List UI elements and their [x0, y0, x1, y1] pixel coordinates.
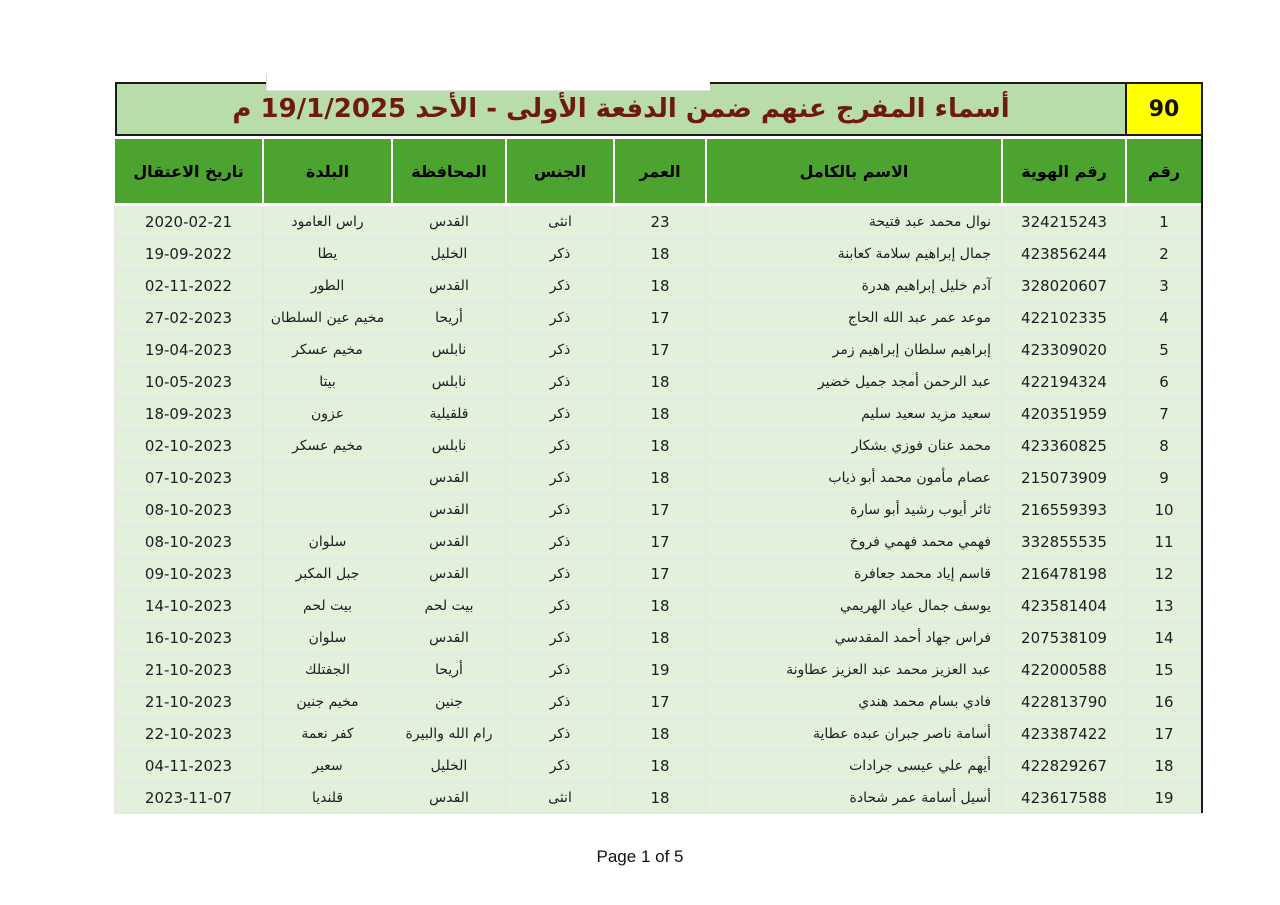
row-14-cell-name: فراس جهاد أحمد المقدسي: [707, 623, 1001, 653]
row-19-cell-name: أسيل أسامة عمر شحادة: [707, 783, 1001, 813]
row-18-cell-town: سعير: [264, 751, 391, 781]
row-14-cell-governorate: القدس: [393, 623, 505, 653]
row-15-cell-date: 21-10-2023: [115, 655, 262, 685]
row-10-cell-governorate: القدس: [393, 495, 505, 525]
row-12-cell-town: جبل المكبر: [264, 559, 391, 589]
row-5-cell-age: 17: [615, 335, 705, 365]
row-15-cell-num: 15: [1127, 655, 1201, 685]
row-11-cell-age: 17: [615, 527, 705, 557]
row-4-cell-name: موعد عمر عبد الله الحاج: [707, 303, 1001, 333]
row-11-cell-gender: ذكر: [507, 527, 613, 557]
row-11-cell-num: 11: [1127, 527, 1201, 557]
row-13-cell-id: 423581404: [1003, 591, 1125, 621]
row-2-cell-age: 18: [615, 239, 705, 269]
column-header-town: البلدة: [264, 139, 391, 203]
row-18-cell-date: 04-11-2023: [115, 751, 262, 781]
row-4-cell-id: 422102335: [1003, 303, 1125, 333]
row-4-cell-governorate: أريحا: [393, 303, 505, 333]
row-3-cell-date: 02-11-2022: [115, 271, 262, 301]
row-14-cell-date: 16-10-2023: [115, 623, 262, 653]
row-13-cell-town: بيت لحم: [264, 591, 391, 621]
row-10-cell-age: 17: [615, 495, 705, 525]
row-1-cell-date: 2020-02-21: [115, 207, 262, 237]
row-7-cell-town: عزون: [264, 399, 391, 429]
row-6-cell-town: بيتا: [264, 367, 391, 397]
white-notch-overlay: [266, 74, 710, 91]
row-12-cell-age: 17: [615, 559, 705, 589]
row-3-cell-num: 3: [1127, 271, 1201, 301]
row-16-cell-gender: ذكر: [507, 687, 613, 717]
row-12-cell-id: 216478198: [1003, 559, 1125, 589]
row-18-cell-id: 422829267: [1003, 751, 1125, 781]
row-18-cell-num: 18: [1127, 751, 1201, 781]
row-12-cell-gender: ذكر: [507, 559, 613, 589]
row-12-cell-governorate: القدس: [393, 559, 505, 589]
row-17-cell-town: كفر نعمة: [264, 719, 391, 749]
row-6-cell-gender: ذكر: [507, 367, 613, 397]
row-14-cell-gender: ذكر: [507, 623, 613, 653]
row-13-cell-gender: ذكر: [507, 591, 613, 621]
row-18-cell-age: 18: [615, 751, 705, 781]
row-10-cell-name: ثائر أيوب رشيد أبو سارة: [707, 495, 1001, 525]
column-header-governorate: المحافظة: [393, 139, 505, 203]
row-19-cell-town: قلنديا: [264, 783, 391, 813]
title-bar: [117, 84, 1125, 134]
row-15-cell-age: 19: [615, 655, 705, 685]
row-16-cell-num: 16: [1127, 687, 1201, 717]
row-8-cell-governorate: نابلس: [393, 431, 505, 461]
row-15-cell-gender: ذكر: [507, 655, 613, 685]
row-5-cell-name: إبراهيم سلطان إبراهيم زمر: [707, 335, 1001, 365]
row-13-cell-num: 13: [1127, 591, 1201, 621]
row-11-cell-id: 332855535: [1003, 527, 1125, 557]
row-12-cell-date: 09-10-2023: [115, 559, 262, 589]
row-11-cell-governorate: القدس: [393, 527, 505, 557]
column-header-date: تاريخ الاعتقال: [115, 139, 262, 203]
row-1-cell-governorate: القدس: [393, 207, 505, 237]
row-8-cell-name: محمد عنان فوزي بشكار: [707, 431, 1001, 461]
row-12-cell-name: قاسم إياد محمد جعافرة: [707, 559, 1001, 589]
column-header-name: الاسم بالكامل: [707, 139, 1001, 203]
row-8-cell-age: 18: [615, 431, 705, 461]
row-18-cell-governorate: الخليل: [393, 751, 505, 781]
row-16-cell-town: مخيم جنين: [264, 687, 391, 717]
row-2-cell-num: 2: [1127, 239, 1201, 269]
row-2-cell-town: يطا: [264, 239, 391, 269]
row-9-cell-id: 215073909: [1003, 463, 1125, 493]
row-6-cell-num: 6: [1127, 367, 1201, 397]
row-1-cell-id: 324215243: [1003, 207, 1125, 237]
row-14-cell-id: 207538109: [1003, 623, 1125, 653]
release-count-value: 90: [1148, 96, 1180, 122]
row-15-cell-name: عبد العزيز محمد عبد العزيز عطاونة: [707, 655, 1001, 685]
row-16-cell-name: فادي بسام محمد هندي: [707, 687, 1001, 717]
row-19-cell-age: 18: [615, 783, 705, 813]
row-3-cell-governorate: القدس: [393, 271, 505, 301]
row-10-cell-num: 10: [1127, 495, 1201, 525]
row-3-cell-town: الطور: [264, 271, 391, 301]
release-count-badge: [1125, 84, 1201, 134]
column-header-id: رقم الهوية: [1003, 139, 1125, 203]
row-10-cell-id: 216559393: [1003, 495, 1125, 525]
row-5-cell-date: 19-04-2023: [115, 335, 262, 365]
row-9-cell-governorate: القدس: [393, 463, 505, 493]
row-17-cell-gender: ذكر: [507, 719, 613, 749]
row-6-cell-id: 422194324: [1003, 367, 1125, 397]
row-15-cell-town: الجفتلك: [264, 655, 391, 685]
row-7-cell-gender: ذكر: [507, 399, 613, 429]
row-16-cell-governorate: جنين: [393, 687, 505, 717]
row-4-cell-num: 4: [1127, 303, 1201, 333]
row-8-cell-town: مخيم عسكر: [264, 431, 391, 461]
row-3-cell-id: 328020607: [1003, 271, 1125, 301]
row-18-cell-gender: ذكر: [507, 751, 613, 781]
row-2-cell-gender: ذكر: [507, 239, 613, 269]
row-4-cell-date: 27-02-2023: [115, 303, 262, 333]
row-14-cell-num: 14: [1127, 623, 1201, 653]
row-5-cell-num: 5: [1127, 335, 1201, 365]
row-2-cell-id: 423856244: [1003, 239, 1125, 269]
row-6-cell-age: 18: [615, 367, 705, 397]
row-3-cell-name: آدم خليل إبراهيم هدرة: [707, 271, 1001, 301]
row-18-cell-name: أيهم علي عيسى جرادات: [707, 751, 1001, 781]
table-header-row: [115, 139, 1201, 203]
row-1-cell-num: 1: [1127, 207, 1201, 237]
row-6-cell-date: 10-05-2023: [115, 367, 262, 397]
row-14-cell-age: 18: [615, 623, 705, 653]
row-17-cell-date: 22-10-2023: [115, 719, 262, 749]
row-19-cell-governorate: القدس: [393, 783, 505, 813]
row-1-cell-age: 23: [615, 207, 705, 237]
row-10-cell-date: 08-10-2023: [115, 495, 262, 525]
row-17-cell-name: أسامة ناصر جبران عبده عطاية: [707, 719, 1001, 749]
row-7-cell-num: 7: [1127, 399, 1201, 429]
row-16-cell-date: 21-10-2023: [115, 687, 262, 717]
row-19-cell-num: 19: [1127, 783, 1201, 813]
column-header-age: العمر: [615, 139, 705, 203]
table-right-border: [1201, 82, 1203, 813]
row-9-cell-gender: ذكر: [507, 463, 613, 493]
row-6-cell-governorate: نابلس: [393, 367, 505, 397]
row-12-cell-num: 12: [1127, 559, 1201, 589]
row-2-cell-governorate: الخليل: [393, 239, 505, 269]
row-2-cell-date: 19-09-2022: [115, 239, 262, 269]
row-13-cell-date: 14-10-2023: [115, 591, 262, 621]
column-header-num: رقم: [1127, 139, 1201, 203]
row-5-cell-id: 423309020: [1003, 335, 1125, 365]
row-9-cell-age: 18: [615, 463, 705, 493]
column-header-gender: الجنس: [507, 139, 613, 203]
row-9-cell-name: عصام مأمون محمد أبو ذياب: [707, 463, 1001, 493]
row-13-cell-age: 18: [615, 591, 705, 621]
row-19-cell-id: 423617588: [1003, 783, 1125, 813]
row-15-cell-id: 422000588: [1003, 655, 1125, 685]
row-5-cell-town: مخيم عسكر: [264, 335, 391, 365]
row-11-cell-date: 08-10-2023: [115, 527, 262, 557]
row-3-cell-gender: ذكر: [507, 271, 613, 301]
row-7-cell-date: 18-09-2023: [115, 399, 262, 429]
row-11-cell-name: فهمي محمد فهمي فروخ: [707, 527, 1001, 557]
row-7-cell-id: 420351959: [1003, 399, 1125, 429]
row-7-cell-governorate: قلقيلية: [393, 399, 505, 429]
row-17-cell-governorate: رام الله والبيرة: [393, 719, 505, 749]
row-8-cell-id: 423360825: [1003, 431, 1125, 461]
row-16-cell-age: 17: [615, 687, 705, 717]
row-3-cell-age: 18: [615, 271, 705, 301]
row-9-cell-num: 9: [1127, 463, 1201, 493]
row-8-cell-date: 02-10-2023: [115, 431, 262, 461]
row-17-cell-num: 17: [1127, 719, 1201, 749]
row-10-cell-town: [264, 495, 391, 525]
row-9-cell-town: [264, 463, 391, 493]
row-1-cell-gender: انثى: [507, 207, 613, 237]
row-2-cell-name: جمال إبراهيم سلامة كعابنة: [707, 239, 1001, 269]
row-19-cell-date: 2023-11-07: [115, 783, 262, 813]
row-17-cell-age: 18: [615, 719, 705, 749]
row-8-cell-num: 8: [1127, 431, 1201, 461]
row-19-cell-gender: انثى: [507, 783, 613, 813]
row-16-cell-id: 422813790: [1003, 687, 1125, 717]
table-body: [115, 207, 1201, 813]
row-8-cell-gender: ذكر: [507, 431, 613, 461]
row-14-cell-town: سلوان: [264, 623, 391, 653]
row-17-cell-id: 423387422: [1003, 719, 1125, 749]
row-4-cell-gender: ذكر: [507, 303, 613, 333]
row-7-cell-name: سعيد مزيد سعيد سليم: [707, 399, 1001, 429]
row-15-cell-governorate: أريحا: [393, 655, 505, 685]
row-4-cell-age: 17: [615, 303, 705, 333]
row-1-cell-name: نوال محمد عبد فتيحة: [707, 207, 1001, 237]
row-13-cell-governorate: بيت لحم: [393, 591, 505, 621]
row-4-cell-town: مخيم عين السلطان: [264, 303, 391, 333]
row-5-cell-governorate: نابلس: [393, 335, 505, 365]
row-13-cell-name: يوسف جمال عياد الهريمي: [707, 591, 1001, 621]
row-11-cell-town: سلوان: [264, 527, 391, 557]
page-title: أسماء المفرج عنهم ضمن الدفعة الأولى - الأحد 19/1/2025 م: [232, 94, 1010, 124]
row-1-cell-town: راس العامود: [264, 207, 391, 237]
row-5-cell-gender: ذكر: [507, 335, 613, 365]
page-number: Page 1 of 5: [596, 847, 684, 866]
row-7-cell-age: 18: [615, 399, 705, 429]
row-6-cell-name: عبد الرحمن أمجد جميل خضير: [707, 367, 1001, 397]
row-10-cell-gender: ذكر: [507, 495, 613, 525]
row-9-cell-date: 07-10-2023: [115, 463, 262, 493]
